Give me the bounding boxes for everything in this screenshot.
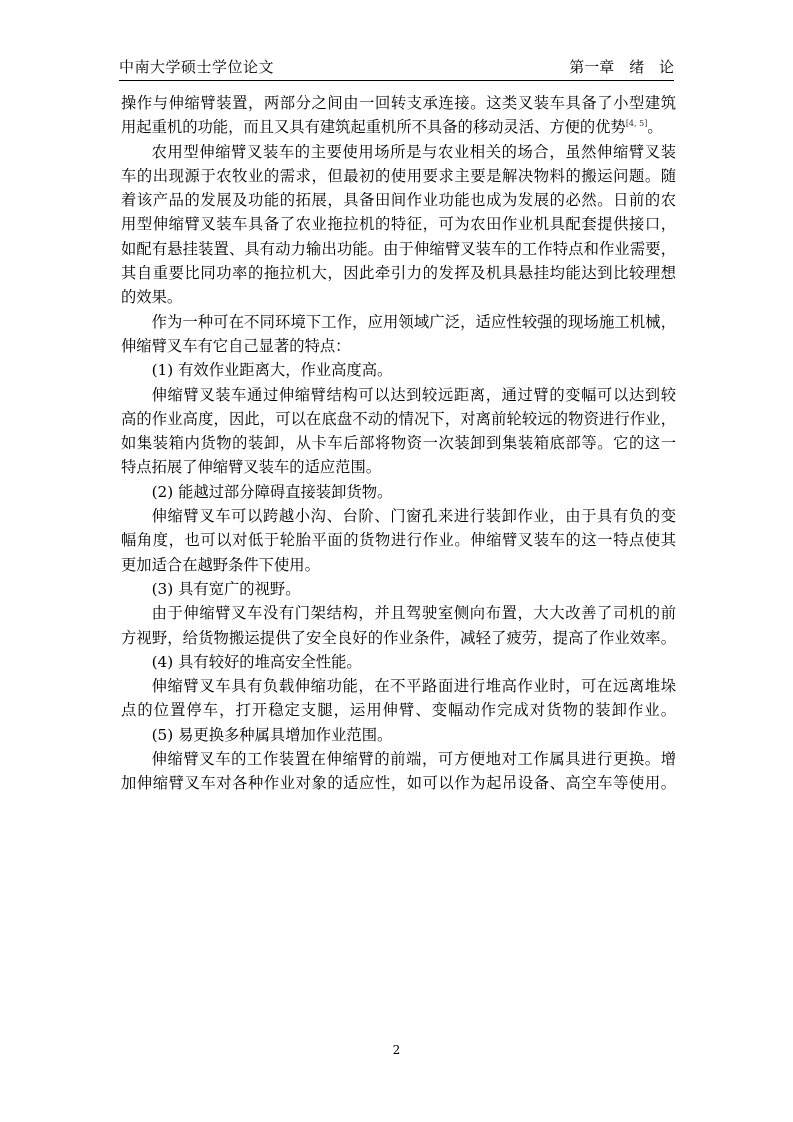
text-line: 幅角度，也可以对低于轮胎平面的货物进行作业。伸缩臂叉装车的这一特点使其 (121, 531, 676, 550)
paragraph (121, 747, 676, 796)
feature-item-1 (121, 358, 676, 382)
text-line: 点的位置停车，打开稳定支腿，运用伸臂、变幅动作完成对货物的装卸作业。 (121, 701, 676, 720)
paragraph (121, 91, 676, 140)
text-line: 伸缩臂叉车可以跨越小沟、台阶、门窗孔来进行装卸作业，由于具有负的变 (151, 507, 676, 526)
text-line: 作为一种可在不同环境下工作，应用领域广泛，适应性较强的现场施工机械， (151, 312, 676, 331)
paragraph (121, 310, 676, 359)
item-heading: (2) 能越过部分障碍直接装卸货物。 (151, 482, 393, 501)
page-header (119, 54, 674, 81)
text-line: 如集装箱内货物的装卸，从卡车后部将物资一次装卸到集装箱底部等。它的这一 (121, 434, 676, 453)
item-heading: (1) 有效作业距离大，作业高度高。 (151, 361, 393, 380)
feature-item-3 (121, 577, 676, 601)
paragraph (121, 674, 676, 723)
header-chapter-title: 第一章 绪 论 (569, 58, 674, 76)
text-line: 高的作业高度，因此，可以在底盘不动的情况下，对离前轮较远的物资进行作业， (121, 409, 676, 428)
feature-item-2 (121, 480, 676, 504)
text-line: 用型伸缩臂叉装车具备了农业拖拉机的特征，可为农田作业机具配套提供接口， (121, 215, 676, 234)
body-text (121, 91, 676, 796)
text-line: 车的出现源于农牧业的需求，但最初的使用要求主要是解决物料的搬运问题。随 (121, 166, 676, 185)
text-fragment: 用起重机的功能，而且又具有建筑起重机所不具备的移动灵活、方便的优势 (121, 118, 626, 137)
text-line: 方视野，给货物搬运提供了安全良好的作业条件，减轻了疲劳，提高了作业效率。 (121, 628, 676, 647)
feature-item-5 (121, 723, 676, 747)
item-heading: (4) 具有较好的堆高安全性能。 (151, 652, 362, 671)
text-line: 由于伸缩臂叉车没有门架结构，并且驾驶室侧向布置，大大改善了司机的前 (151, 604, 676, 623)
text-line: 其自重要比同功率的拖拉机大，因此牵引力的发挥及机具悬挂均能达到比较理想 (121, 264, 676, 283)
citation: [4, 5] (625, 119, 648, 129)
text-line: 操作与伸缩臂装置，两部分之间由一回转支承连接。这类叉装车具备了小型建筑 (121, 94, 676, 112)
header-thesis-title: 中南大学硕士学位论文 (119, 58, 275, 76)
paragraph (121, 140, 676, 310)
feature-item-4 (121, 650, 676, 674)
text-line: 伸缩臂叉装车通过伸缩臂结构可以达到较远距离，通过臂的变幅可以达到较 (151, 385, 676, 404)
text-line: 农用型伸缩臂叉装车的主要使用场所是与农业相关的场合，虽然伸缩臂叉装 (151, 142, 676, 161)
paragraph (121, 601, 676, 650)
text-line: 的效果。 (121, 288, 183, 307)
text-line: 特点拓展了伸缩臂叉装车的适应范围。 (121, 458, 382, 477)
paragraph (121, 383, 676, 480)
item-heading: (3) 具有宽广的视野。 (151, 579, 301, 598)
text-line: 加伸缩臂叉车对各种作业对象的适应性，如可以作为起吊设备、高空车等使用。 (121, 774, 676, 793)
paragraph (121, 504, 676, 577)
text-line: 更加适合在越野条件下使用。 (121, 555, 320, 574)
text-fragment: 。 (647, 118, 663, 137)
text-line: 伸缩臂叉车具有负载伸缩功能，在不平路面进行堆高作业时，可在远离堆垛 (151, 677, 676, 696)
text-line: 伸缩臂叉车有它自己显著的特点： (121, 336, 351, 355)
page-number: 2 (392, 1043, 401, 1057)
text-line: 伸缩臂叉车的工作装置在伸缩臂的前端，可方便地对工作属具进行更换。增 (151, 750, 676, 769)
text-line: 着该产品的发展及功能的拓展，具备田间作业功能也成为发展的必然。日前的农 (121, 191, 676, 210)
text-line (121, 115, 676, 139)
text-line: 如配有悬挂装置、具有动力输出功能。由于伸缩臂叉装车的工作特点和作业需要， (121, 239, 676, 258)
item-heading: (5) 易更换多种属具增加作业范围。 (151, 725, 393, 744)
